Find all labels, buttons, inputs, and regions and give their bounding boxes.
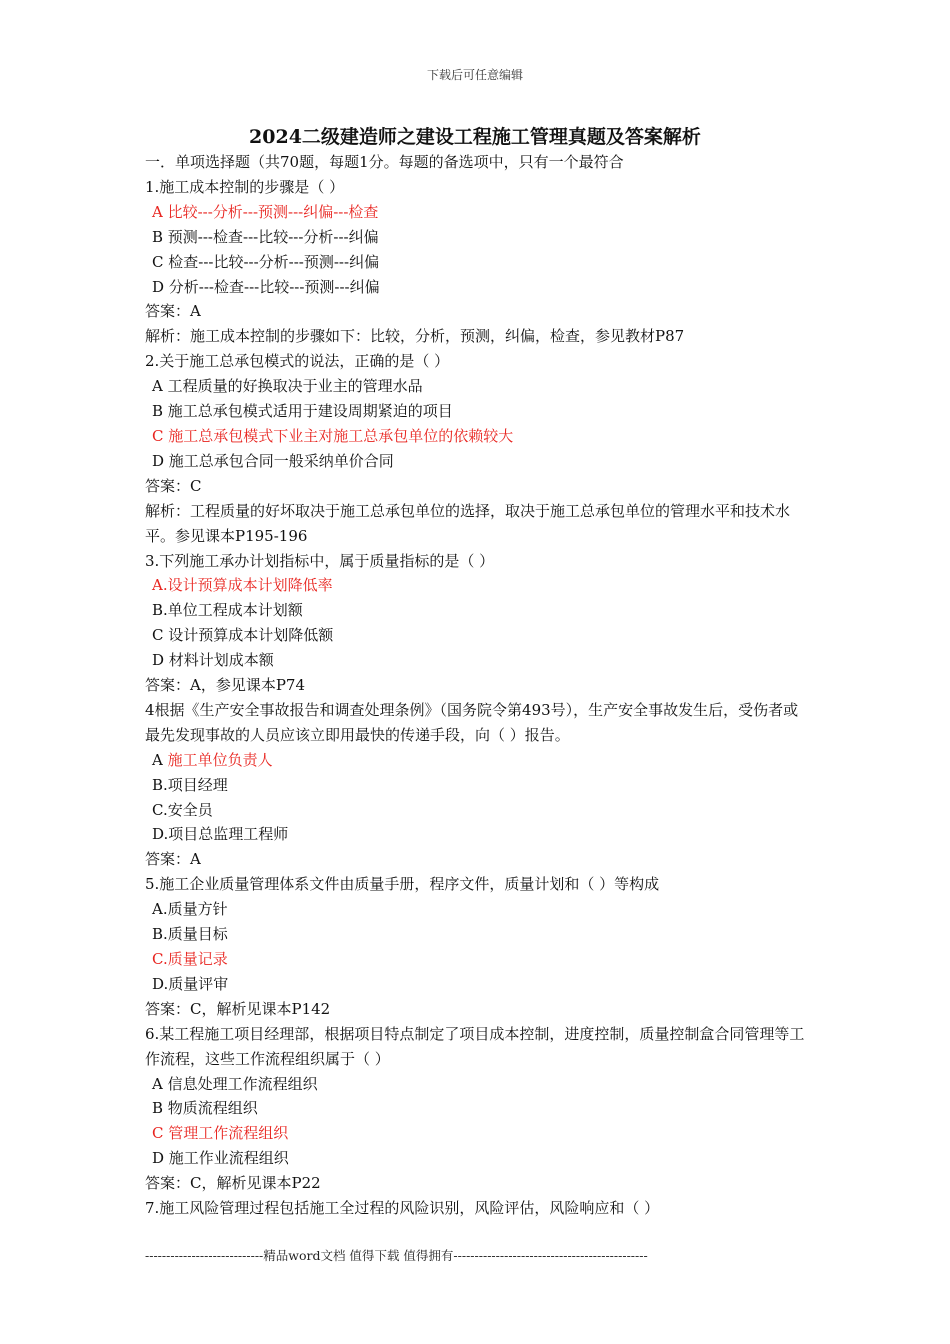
q6-answer: 答案：C，解析见课本P22 (145, 1174, 321, 1193)
q5-option-a: A.质量方针 (152, 900, 228, 919)
q4-answer: 答案：A (145, 850, 201, 869)
q2-option-d: D 施工总承包合同一般采纳单价合同 (152, 451, 394, 470)
q4-option-a-letter: A (152, 750, 168, 769)
q7-stem: 7.施工风险管理过程包括施工全过程的风险识别，风险评估，风险响应和（ ） (145, 1199, 660, 1218)
document-body (145, 150, 805, 1221)
q3-option-c: C 设计预算成本计划降低额 (152, 626, 334, 645)
q4-option-b: B.项目经理 (152, 775, 228, 794)
q6-stem: 6.某工程施工项目经理部，根据项目特点制定了项目成本控制，进度控制，质量控制盒合同管理等工作流程，这些工作流程组织属于（ ） (145, 1024, 805, 1068)
q5-option-b: B.质量目标 (152, 925, 228, 944)
q6-option-c: C 管理工作流程组织 (152, 1124, 289, 1143)
q4-option-d: D.项目总监理工程师 (152, 825, 289, 844)
page-footer: ----------------------------精品word文档 值得下载 值得拥有---------------------------------------------- (145, 1248, 648, 1263)
q2-stem: 2.关于施工总承包模式的说法，正确的是（ ） (145, 352, 450, 371)
q6-option-d: D 施工作业流程组织 (152, 1149, 289, 1168)
q2-answer: 答案：C (145, 476, 202, 495)
q1-stem: 1.施工成本控制的步骤是（ ） (145, 177, 345, 196)
q5-option-c: C.质量记录 (152, 950, 228, 968)
q4-stem: 4根据《生产安全事故报告和调查处理条例》（国务院令第493号），生产安全事故发生后，受伤者或最先发现事故的人员应该立即用最快的传递手段，向（ ）报告。 (145, 700, 799, 744)
q4-option-c: C.安全员 (152, 800, 213, 819)
q3-stem: 3.下列施工承办计划指标中，属于质量指标的是（ ） (145, 551, 495, 570)
q2-option-c: C 施工总承包模式下业主对施工总承包单位的依赖较大 (152, 426, 514, 445)
q5-stem: 5.施工企业质量管理体系文件由质量手册，程序文件，质量计划和（ ）等构成 (145, 875, 660, 894)
q4-option-a (145, 748, 805, 773)
q3-option-a: A.设计预算成本计划降低率 (152, 576, 333, 595)
q4-option-a-text: 施工单位负责人 (167, 750, 273, 769)
section-heading: 一．单项选择题（共70题，每题1分。每题的备选项中，只有一个最符合 (145, 153, 624, 171)
q1-analysis: 解析：施工成本控制的步骤如下：比较，分析，预测，纠偏，检查，参见教材P87 (145, 327, 685, 346)
q2-option-b: B 施工总承包模式适用于建设周期紧迫的项目 (152, 402, 453, 421)
q3-option-b: B.单位工程成本计划额 (152, 601, 303, 620)
q1-option-b: B 预测---检查---比较---分析---纠偏 (152, 227, 379, 246)
q6-option-a: A 信息处理工作流程组织 (152, 1074, 318, 1093)
document-title: 2024二级建造师之建设工程施工管理真题及答案解析 (249, 126, 701, 148)
q5-option-d: D.质量评审 (152, 974, 229, 993)
q6-option-b: B 物质流程组织 (152, 1099, 258, 1118)
q3-option-d: D 材料计划成本额 (152, 651, 274, 670)
q1-option-a: A 比较---分析---预测---纠偏---检查 (152, 202, 379, 221)
q1-option-c: C 检查---比较---分析---预测---纠偏 (152, 252, 380, 271)
q1-answer: 答案：A (145, 302, 201, 321)
q2-analysis: 解析：工程质量的好坏取决于施工总承包单位的选择，取决于施工总承包单位的管理水平和技术水平。参见课本P195-196 (145, 501, 791, 545)
page-header: 下载后可任意编辑 (426, 68, 523, 82)
q1-option-d: D 分析---检查---比较---预测---纠偏 (152, 277, 380, 296)
q2-option-a: A 工程质量的好换取决于业主的管理水品 (152, 377, 423, 396)
q3-answer: 答案：A，参见课本P74 (145, 676, 306, 695)
q5-answer: 答案：C，解析见课本P142 (145, 999, 331, 1018)
